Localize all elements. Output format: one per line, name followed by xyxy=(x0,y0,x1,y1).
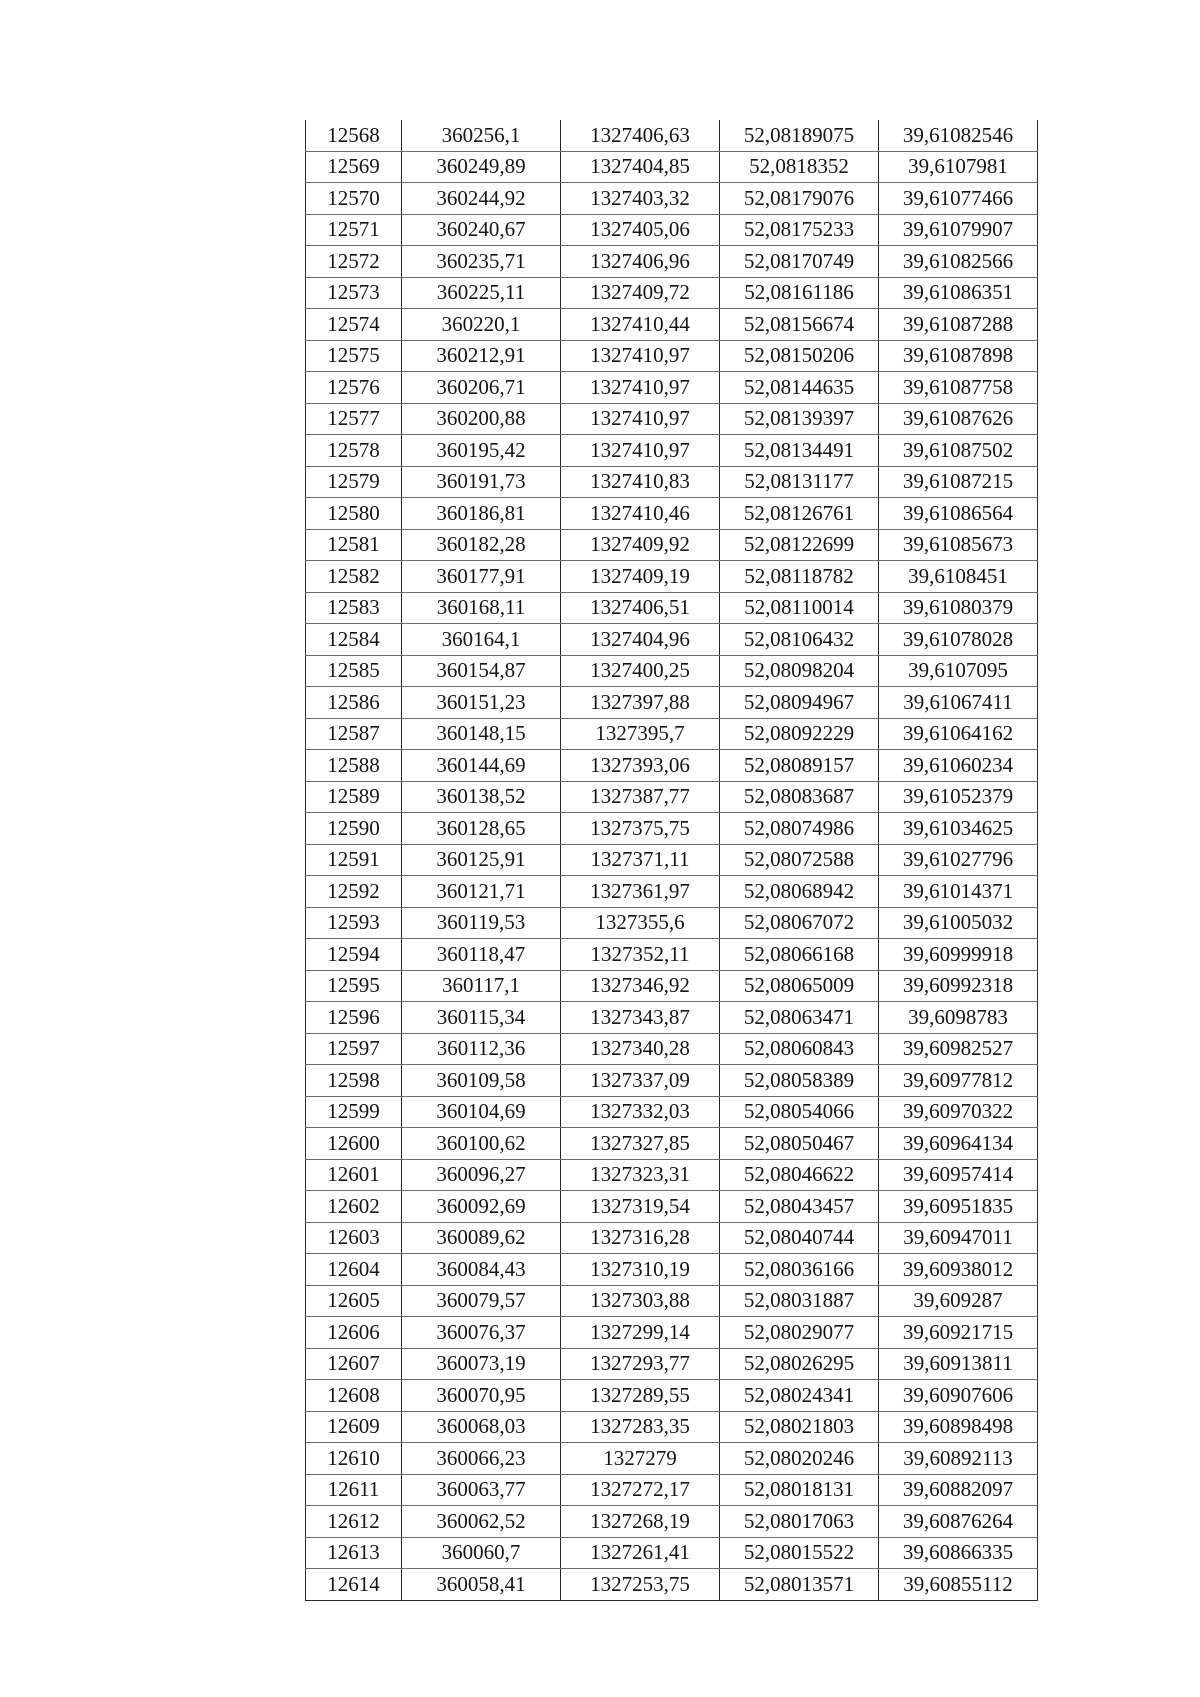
longitude-cell: 39,60892113 xyxy=(879,1443,1038,1475)
x-coordinate-cell: 360109,58 xyxy=(402,1065,561,1097)
point-number-cell: 12593 xyxy=(306,907,402,939)
y-coordinate-cell: 1327409,92 xyxy=(561,529,720,561)
point-number-cell: 12583 xyxy=(306,592,402,624)
table-row xyxy=(306,1411,1038,1443)
longitude-cell: 39,61027796 xyxy=(879,844,1038,876)
latitude-cell: 52,08013571 xyxy=(720,1569,879,1601)
point-number-cell: 12579 xyxy=(306,466,402,498)
latitude-cell: 52,08179076 xyxy=(720,183,879,215)
latitude-cell: 52,08063471 xyxy=(720,1002,879,1034)
y-coordinate-cell: 1327395,7 xyxy=(561,718,720,750)
longitude-cell: 39,60855112 xyxy=(879,1569,1038,1601)
y-coordinate-cell: 1327410,97 xyxy=(561,435,720,467)
y-coordinate-cell: 1327371,11 xyxy=(561,844,720,876)
point-number-cell: 12568 xyxy=(306,120,402,151)
point-number-cell: 12573 xyxy=(306,277,402,309)
y-coordinate-cell: 1327283,35 xyxy=(561,1411,720,1443)
point-number-cell: 12605 xyxy=(306,1285,402,1317)
table-row xyxy=(306,939,1038,971)
x-coordinate-cell: 360058,41 xyxy=(402,1569,561,1601)
latitude-cell: 52,08043457 xyxy=(720,1191,879,1223)
longitude-cell: 39,60938012 xyxy=(879,1254,1038,1286)
x-coordinate-cell: 360125,91 xyxy=(402,844,561,876)
y-coordinate-cell: 1327343,87 xyxy=(561,1002,720,1034)
table-row xyxy=(306,781,1038,813)
point-number-cell: 12606 xyxy=(306,1317,402,1349)
y-coordinate-cell: 1327327,85 xyxy=(561,1128,720,1160)
latitude-cell: 52,08156674 xyxy=(720,309,879,341)
latitude-cell: 52,08134491 xyxy=(720,435,879,467)
table-row xyxy=(306,1002,1038,1034)
point-number-cell: 12600 xyxy=(306,1128,402,1160)
x-coordinate-cell: 360128,65 xyxy=(402,813,561,845)
latitude-cell: 52,08031887 xyxy=(720,1285,879,1317)
longitude-cell: 39,61064162 xyxy=(879,718,1038,750)
longitude-cell: 39,61086564 xyxy=(879,498,1038,530)
longitude-cell: 39,60964134 xyxy=(879,1128,1038,1160)
y-coordinate-cell: 1327375,75 xyxy=(561,813,720,845)
table-row xyxy=(306,1380,1038,1412)
table-row xyxy=(306,1159,1038,1191)
point-number-cell: 12603 xyxy=(306,1222,402,1254)
table-row xyxy=(306,1096,1038,1128)
latitude-cell: 52,08139397 xyxy=(720,403,879,435)
y-coordinate-cell: 1327303,88 xyxy=(561,1285,720,1317)
x-coordinate-cell: 360235,71 xyxy=(402,246,561,278)
x-coordinate-cell: 360118,47 xyxy=(402,939,561,971)
y-coordinate-cell: 1327403,32 xyxy=(561,183,720,215)
x-coordinate-cell: 360138,52 xyxy=(402,781,561,813)
table-row xyxy=(306,246,1038,278)
y-coordinate-cell: 1327293,77 xyxy=(561,1348,720,1380)
x-coordinate-cell: 360104,69 xyxy=(402,1096,561,1128)
y-coordinate-cell: 1327406,51 xyxy=(561,592,720,624)
latitude-cell: 52,08065009 xyxy=(720,970,879,1002)
latitude-cell: 52,08015522 xyxy=(720,1537,879,1569)
longitude-cell: 39,60882097 xyxy=(879,1474,1038,1506)
latitude-cell: 52,08066168 xyxy=(720,939,879,971)
x-coordinate-cell: 360200,88 xyxy=(402,403,561,435)
x-coordinate-cell: 360240,67 xyxy=(402,214,561,246)
x-coordinate-cell: 360068,03 xyxy=(402,1411,561,1443)
y-coordinate-cell: 1327400,25 xyxy=(561,655,720,687)
x-coordinate-cell: 360191,73 xyxy=(402,466,561,498)
x-coordinate-cell: 360084,43 xyxy=(402,1254,561,1286)
longitude-cell: 39,61086351 xyxy=(879,277,1038,309)
x-coordinate-cell: 360063,77 xyxy=(402,1474,561,1506)
table-row xyxy=(306,655,1038,687)
longitude-cell: 39,61080379 xyxy=(879,592,1038,624)
latitude-cell: 52,08106432 xyxy=(720,624,879,656)
x-coordinate-cell: 360070,95 xyxy=(402,1380,561,1412)
x-coordinate-cell: 360212,91 xyxy=(402,340,561,372)
point-number-cell: 12575 xyxy=(306,340,402,372)
latitude-cell: 52,08068942 xyxy=(720,876,879,908)
latitude-cell: 52,08175233 xyxy=(720,214,879,246)
table-row xyxy=(306,592,1038,624)
point-number-cell: 12577 xyxy=(306,403,402,435)
point-number-cell: 12570 xyxy=(306,183,402,215)
table-row xyxy=(306,120,1038,151)
longitude-cell: 39,60957414 xyxy=(879,1159,1038,1191)
table-row xyxy=(306,1128,1038,1160)
longitude-cell: 39,61079907 xyxy=(879,214,1038,246)
latitude-cell: 52,08126761 xyxy=(720,498,879,530)
y-coordinate-cell: 1327410,97 xyxy=(561,372,720,404)
point-number-cell: 12572 xyxy=(306,246,402,278)
point-number-cell: 12580 xyxy=(306,498,402,530)
latitude-cell: 52,08131177 xyxy=(720,466,879,498)
y-coordinate-cell: 1327299,14 xyxy=(561,1317,720,1349)
longitude-cell: 39,61087215 xyxy=(879,466,1038,498)
table-row xyxy=(306,183,1038,215)
point-number-cell: 12594 xyxy=(306,939,402,971)
longitude-cell: 39,60907606 xyxy=(879,1380,1038,1412)
x-coordinate-cell: 360073,19 xyxy=(402,1348,561,1380)
coordinates-table-body xyxy=(306,120,1038,1600)
x-coordinate-cell: 360244,92 xyxy=(402,183,561,215)
x-coordinate-cell: 360148,15 xyxy=(402,718,561,750)
x-coordinate-cell: 360089,62 xyxy=(402,1222,561,1254)
point-number-cell: 12592 xyxy=(306,876,402,908)
longitude-cell: 39,60970322 xyxy=(879,1096,1038,1128)
latitude-cell: 52,08122699 xyxy=(720,529,879,561)
point-number-cell: 12598 xyxy=(306,1065,402,1097)
x-coordinate-cell: 360096,27 xyxy=(402,1159,561,1191)
y-coordinate-cell: 1327387,77 xyxy=(561,781,720,813)
table-row xyxy=(306,1537,1038,1569)
y-coordinate-cell: 1327323,31 xyxy=(561,1159,720,1191)
y-coordinate-cell: 1327405,06 xyxy=(561,214,720,246)
point-number-cell: 12611 xyxy=(306,1474,402,1506)
point-number-cell: 12582 xyxy=(306,561,402,593)
longitude-cell: 39,61082566 xyxy=(879,246,1038,278)
x-coordinate-cell: 360076,37 xyxy=(402,1317,561,1349)
point-number-cell: 12591 xyxy=(306,844,402,876)
y-coordinate-cell: 1327410,97 xyxy=(561,340,720,372)
point-number-cell: 12614 xyxy=(306,1569,402,1601)
table-row xyxy=(306,1348,1038,1380)
x-coordinate-cell: 360168,11 xyxy=(402,592,561,624)
y-coordinate-cell: 1327332,03 xyxy=(561,1096,720,1128)
y-coordinate-cell: 1327261,41 xyxy=(561,1537,720,1569)
latitude-cell: 52,08161186 xyxy=(720,277,879,309)
y-coordinate-cell: 1327406,96 xyxy=(561,246,720,278)
table-row xyxy=(306,529,1038,561)
point-number-cell: 12578 xyxy=(306,435,402,467)
y-coordinate-cell: 1327397,88 xyxy=(561,687,720,719)
x-coordinate-cell: 360060,7 xyxy=(402,1537,561,1569)
table-row xyxy=(306,309,1038,341)
latitude-cell: 52,08036166 xyxy=(720,1254,879,1286)
x-coordinate-cell: 360144,69 xyxy=(402,750,561,782)
longitude-cell: 39,61085673 xyxy=(879,529,1038,561)
point-number-cell: 12589 xyxy=(306,781,402,813)
x-coordinate-cell: 360100,62 xyxy=(402,1128,561,1160)
latitude-cell: 52,08050467 xyxy=(720,1128,879,1160)
x-coordinate-cell: 360154,87 xyxy=(402,655,561,687)
y-coordinate-cell: 1327319,54 xyxy=(561,1191,720,1223)
y-coordinate-cell: 1327409,19 xyxy=(561,561,720,593)
longitude-cell: 39,61087898 xyxy=(879,340,1038,372)
point-number-cell: 12576 xyxy=(306,372,402,404)
longitude-cell: 39,6108451 xyxy=(879,561,1038,593)
y-coordinate-cell: 1327279 xyxy=(561,1443,720,1475)
latitude-cell: 52,0818352 xyxy=(720,151,879,183)
y-coordinate-cell: 1327289,55 xyxy=(561,1380,720,1412)
x-coordinate-cell: 360182,28 xyxy=(402,529,561,561)
y-coordinate-cell: 1327409,72 xyxy=(561,277,720,309)
table-row xyxy=(306,718,1038,750)
latitude-cell: 52,08017063 xyxy=(720,1506,879,1538)
point-number-cell: 12587 xyxy=(306,718,402,750)
latitude-cell: 52,08089157 xyxy=(720,750,879,782)
point-number-cell: 12596 xyxy=(306,1002,402,1034)
x-coordinate-cell: 360151,23 xyxy=(402,687,561,719)
table-row xyxy=(306,1033,1038,1065)
table-row xyxy=(306,466,1038,498)
point-number-cell: 12595 xyxy=(306,970,402,1002)
x-coordinate-cell: 360249,89 xyxy=(402,151,561,183)
longitude-cell: 39,61014371 xyxy=(879,876,1038,908)
x-coordinate-cell: 360117,1 xyxy=(402,970,561,1002)
x-coordinate-cell: 360062,52 xyxy=(402,1506,561,1538)
table-row xyxy=(306,277,1038,309)
longitude-cell: 39,6107095 xyxy=(879,655,1038,687)
table-row xyxy=(306,687,1038,719)
longitude-cell: 39,61082546 xyxy=(879,120,1038,151)
latitude-cell: 52,08060843 xyxy=(720,1033,879,1065)
point-number-cell: 12613 xyxy=(306,1537,402,1569)
latitude-cell: 52,08018131 xyxy=(720,1474,879,1506)
table-row xyxy=(306,1506,1038,1538)
y-coordinate-cell: 1327406,63 xyxy=(561,120,720,151)
point-number-cell: 12597 xyxy=(306,1033,402,1065)
x-coordinate-cell: 360066,23 xyxy=(402,1443,561,1475)
longitude-cell: 39,61087758 xyxy=(879,372,1038,404)
longitude-cell: 39,61087626 xyxy=(879,403,1038,435)
table-row xyxy=(306,1443,1038,1475)
latitude-cell: 52,08144635 xyxy=(720,372,879,404)
table-row xyxy=(306,1254,1038,1286)
latitude-cell: 52,08150206 xyxy=(720,340,879,372)
y-coordinate-cell: 1327337,09 xyxy=(561,1065,720,1097)
table-row xyxy=(306,907,1038,939)
longitude-cell: 39,61077466 xyxy=(879,183,1038,215)
y-coordinate-cell: 1327410,83 xyxy=(561,466,720,498)
x-coordinate-cell: 360225,11 xyxy=(402,277,561,309)
point-number-cell: 12590 xyxy=(306,813,402,845)
coordinates-table xyxy=(305,120,1038,1601)
longitude-cell: 39,60977812 xyxy=(879,1065,1038,1097)
point-number-cell: 12612 xyxy=(306,1506,402,1538)
latitude-cell: 52,08092229 xyxy=(720,718,879,750)
table-row xyxy=(306,340,1038,372)
table-row xyxy=(306,876,1038,908)
x-coordinate-cell: 360186,81 xyxy=(402,498,561,530)
longitude-cell: 39,61052379 xyxy=(879,781,1038,813)
table-row xyxy=(306,1065,1038,1097)
y-coordinate-cell: 1327340,28 xyxy=(561,1033,720,1065)
y-coordinate-cell: 1327316,28 xyxy=(561,1222,720,1254)
y-coordinate-cell: 1327355,6 xyxy=(561,907,720,939)
x-coordinate-cell: 360256,1 xyxy=(402,120,561,151)
longitude-cell: 39,60951835 xyxy=(879,1191,1038,1223)
longitude-cell: 39,6107981 xyxy=(879,151,1038,183)
table-row xyxy=(306,844,1038,876)
table-row xyxy=(306,151,1038,183)
latitude-cell: 52,08072588 xyxy=(720,844,879,876)
point-number-cell: 12604 xyxy=(306,1254,402,1286)
point-number-cell: 12571 xyxy=(306,214,402,246)
longitude-cell: 39,60866335 xyxy=(879,1537,1038,1569)
point-number-cell: 12586 xyxy=(306,687,402,719)
latitude-cell: 52,08046622 xyxy=(720,1159,879,1191)
longitude-cell: 39,60947011 xyxy=(879,1222,1038,1254)
longitude-cell: 39,61005032 xyxy=(879,907,1038,939)
y-coordinate-cell: 1327253,75 xyxy=(561,1569,720,1601)
longitude-cell: 39,609287 xyxy=(879,1285,1038,1317)
point-number-cell: 12581 xyxy=(306,529,402,561)
table-row xyxy=(306,1191,1038,1223)
table-row xyxy=(306,403,1038,435)
longitude-cell: 39,61078028 xyxy=(879,624,1038,656)
table-row xyxy=(306,1285,1038,1317)
latitude-cell: 52,08054066 xyxy=(720,1096,879,1128)
latitude-cell: 52,08170749 xyxy=(720,246,879,278)
longitude-cell: 39,61034625 xyxy=(879,813,1038,845)
table-row xyxy=(306,498,1038,530)
x-coordinate-cell: 360164,1 xyxy=(402,624,561,656)
y-coordinate-cell: 1327410,46 xyxy=(561,498,720,530)
longitude-cell: 39,6098783 xyxy=(879,1002,1038,1034)
y-coordinate-cell: 1327410,97 xyxy=(561,403,720,435)
latitude-cell: 52,08029077 xyxy=(720,1317,879,1349)
longitude-cell: 39,60898498 xyxy=(879,1411,1038,1443)
longitude-cell: 39,60999918 xyxy=(879,939,1038,971)
y-coordinate-cell: 1327310,19 xyxy=(561,1254,720,1286)
y-coordinate-cell: 1327404,96 xyxy=(561,624,720,656)
y-coordinate-cell: 1327352,11 xyxy=(561,939,720,971)
point-number-cell: 12609 xyxy=(306,1411,402,1443)
point-number-cell: 12601 xyxy=(306,1159,402,1191)
point-number-cell: 12602 xyxy=(306,1191,402,1223)
latitude-cell: 52,08074986 xyxy=(720,813,879,845)
latitude-cell: 52,08098204 xyxy=(720,655,879,687)
table-row xyxy=(306,813,1038,845)
x-coordinate-cell: 360121,71 xyxy=(402,876,561,908)
table-row xyxy=(306,1222,1038,1254)
latitude-cell: 52,08118782 xyxy=(720,561,879,593)
y-coordinate-cell: 1327361,97 xyxy=(561,876,720,908)
point-number-cell: 12607 xyxy=(306,1348,402,1380)
point-number-cell: 12569 xyxy=(306,151,402,183)
longitude-cell: 39,61067411 xyxy=(879,687,1038,719)
latitude-cell: 52,08040744 xyxy=(720,1222,879,1254)
point-number-cell: 12608 xyxy=(306,1380,402,1412)
table-row xyxy=(306,624,1038,656)
y-coordinate-cell: 1327410,44 xyxy=(561,309,720,341)
latitude-cell: 52,08058389 xyxy=(720,1065,879,1097)
table-row xyxy=(306,561,1038,593)
latitude-cell: 52,08020246 xyxy=(720,1443,879,1475)
latitude-cell: 52,08026295 xyxy=(720,1348,879,1380)
latitude-cell: 52,08021803 xyxy=(720,1411,879,1443)
table-row xyxy=(306,970,1038,1002)
longitude-cell: 39,60992318 xyxy=(879,970,1038,1002)
point-number-cell: 12599 xyxy=(306,1096,402,1128)
y-coordinate-cell: 1327346,92 xyxy=(561,970,720,1002)
point-number-cell: 12610 xyxy=(306,1443,402,1475)
point-number-cell: 12584 xyxy=(306,624,402,656)
table-row xyxy=(306,214,1038,246)
y-coordinate-cell: 1327393,06 xyxy=(561,750,720,782)
latitude-cell: 52,08083687 xyxy=(720,781,879,813)
x-coordinate-cell: 360119,53 xyxy=(402,907,561,939)
x-coordinate-cell: 360079,57 xyxy=(402,1285,561,1317)
longitude-cell: 39,60913811 xyxy=(879,1348,1038,1380)
latitude-cell: 52,08067072 xyxy=(720,907,879,939)
latitude-cell: 52,08024341 xyxy=(720,1380,879,1412)
table-row xyxy=(306,1569,1038,1601)
x-coordinate-cell: 360115,34 xyxy=(402,1002,561,1034)
x-coordinate-cell: 360092,69 xyxy=(402,1191,561,1223)
table-row xyxy=(306,372,1038,404)
x-coordinate-cell: 360177,91 xyxy=(402,561,561,593)
y-coordinate-cell: 1327268,19 xyxy=(561,1506,720,1538)
longitude-cell: 39,60876264 xyxy=(879,1506,1038,1538)
latitude-cell: 52,08094967 xyxy=(720,687,879,719)
longitude-cell: 39,60921715 xyxy=(879,1317,1038,1349)
longitude-cell: 39,61087288 xyxy=(879,309,1038,341)
x-coordinate-cell: 360195,42 xyxy=(402,435,561,467)
table-row xyxy=(306,1317,1038,1349)
table-row xyxy=(306,1474,1038,1506)
y-coordinate-cell: 1327404,85 xyxy=(561,151,720,183)
y-coordinate-cell: 1327272,17 xyxy=(561,1474,720,1506)
point-number-cell: 12588 xyxy=(306,750,402,782)
table-row xyxy=(306,435,1038,467)
latitude-cell: 52,08189075 xyxy=(720,120,879,151)
longitude-cell: 39,60982527 xyxy=(879,1033,1038,1065)
point-number-cell: 12574 xyxy=(306,309,402,341)
longitude-cell: 39,61087502 xyxy=(879,435,1038,467)
x-coordinate-cell: 360112,36 xyxy=(402,1033,561,1065)
x-coordinate-cell: 360206,71 xyxy=(402,372,561,404)
point-number-cell: 12585 xyxy=(306,655,402,687)
table-row xyxy=(306,750,1038,782)
latitude-cell: 52,08110014 xyxy=(720,592,879,624)
x-coordinate-cell: 360220,1 xyxy=(402,309,561,341)
longitude-cell: 39,61060234 xyxy=(879,750,1038,782)
